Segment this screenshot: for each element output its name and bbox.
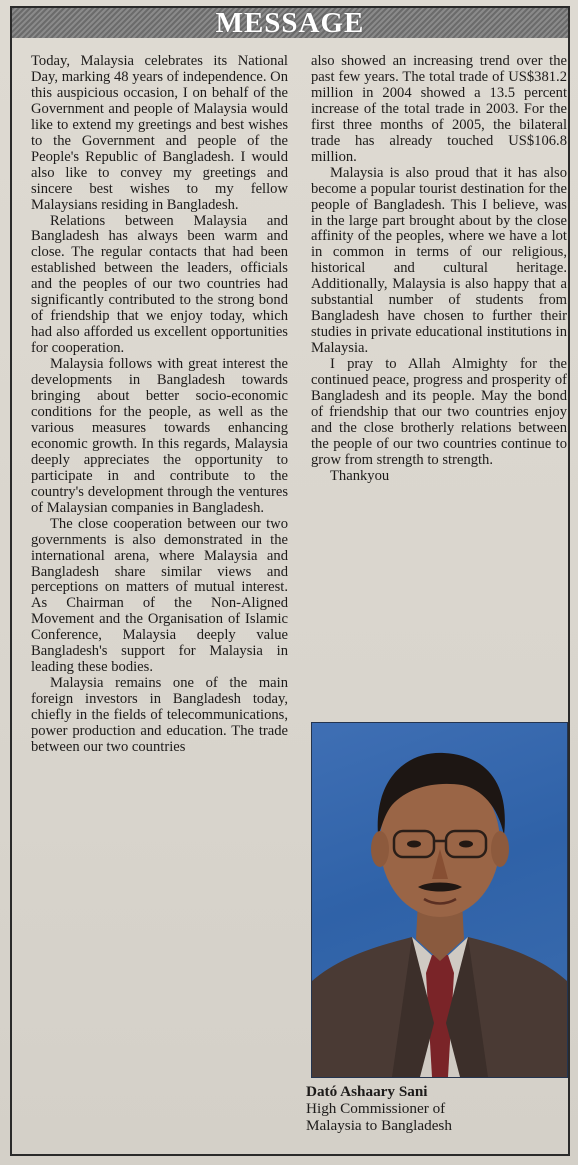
- paragraph: Malaysia remains one of the main foreign investors in Bangladesh today, chiefly in the fields of telecommunications, power production and education. The trade between our two countries: [31, 675, 288, 755]
- left-column: [31, 54, 288, 756]
- paragraph: I pray to Allah Almighty for the continued peace, progress and prosperity of Bangladesh and its people. May the bond of friendship that our two countries enjoy and the close brotherly relations between the people of our two countries continue to grow from strength to strength.: [311, 356, 567, 468]
- paragraph: Today, Malaysia celebrates its National Day, marking 48 years of independence. On this auspicious occasion, I on behalf of the Government and people of Malaysia would like to extend my greetings and best wishes to the Government and people of the People's Republic of Bangladesh. I would also like to convey my greetings and sincere best wishes to my fellow Malaysians residing in Bangladesh.: [31, 53, 288, 213]
- closing-text: Thankyou: [330, 467, 390, 484]
- signature-block: [306, 1083, 566, 1134]
- paragraph: The close cooperation between our two governments is also demonstrated in the international arena, where Malaysia and Bangladesh share similar views and perceptions on matters of mutual interest. As Chairman of the Non-Aligned Movement and the Organisation of Islamic Conference, Malaysia deeply value Bangladesh's support for Malaysia in leading these bodies.: [31, 515, 288, 676]
- page-title: MESSAGE: [215, 7, 365, 39]
- signatory-name: Dató Ashaary Sani: [306, 1083, 428, 1100]
- header-banner: [12, 8, 568, 38]
- signatory-title-line2: Malaysia to Bangladesh: [306, 1117, 452, 1134]
- signatory-title: High Commissioner of: [306, 1100, 446, 1117]
- paragraph: Relations between Malaysia and Bangladesh has always been warm and close. The regular contacts that had been established between the leaders, officials and the peoples of our two countries had significantly contributed to the strong bond of friendship that we enjoy today, which had also afforded us excellent opportunities for cooperation.: [31, 212, 288, 357]
- paragraph: Malaysia is also proud that it has also become a popular tourist destination for the people of Bangladesh. This I believe, was in the large part brought about by the close affinity of the peoples, where we have a lot in common in terms of our religious, historical and cultural heritage. Additionally, Malaysia is also happy that a substantial number of students from Bangladesh have chosen to further their studies in private educational institutions in Malaysia.: [311, 164, 567, 357]
- portrait-photo: [311, 722, 568, 1078]
- right-column: [311, 54, 567, 485]
- paragraph: Malaysia follows with great interest the developments in Bangladesh towards bringing about better socio-economic conditions for the people, as well as the various measures towards enhancing economic growth. In this regards, Malaysia deeply appreciates the opportunity to participate in and contribute to the country's development through the ventures of Malaysian companies in Bangladesh.: [31, 356, 288, 516]
- portrait-illustration: [312, 723, 567, 1077]
- paragraph: also showed an increasing trend over the past few years. The total trade of US$381.2 million in 2004 showed a 13.5 percent increase of the total trade in 2003. For the first three months of 2005, the bilateral trade has already touched US$106.8 million.: [311, 53, 567, 165]
